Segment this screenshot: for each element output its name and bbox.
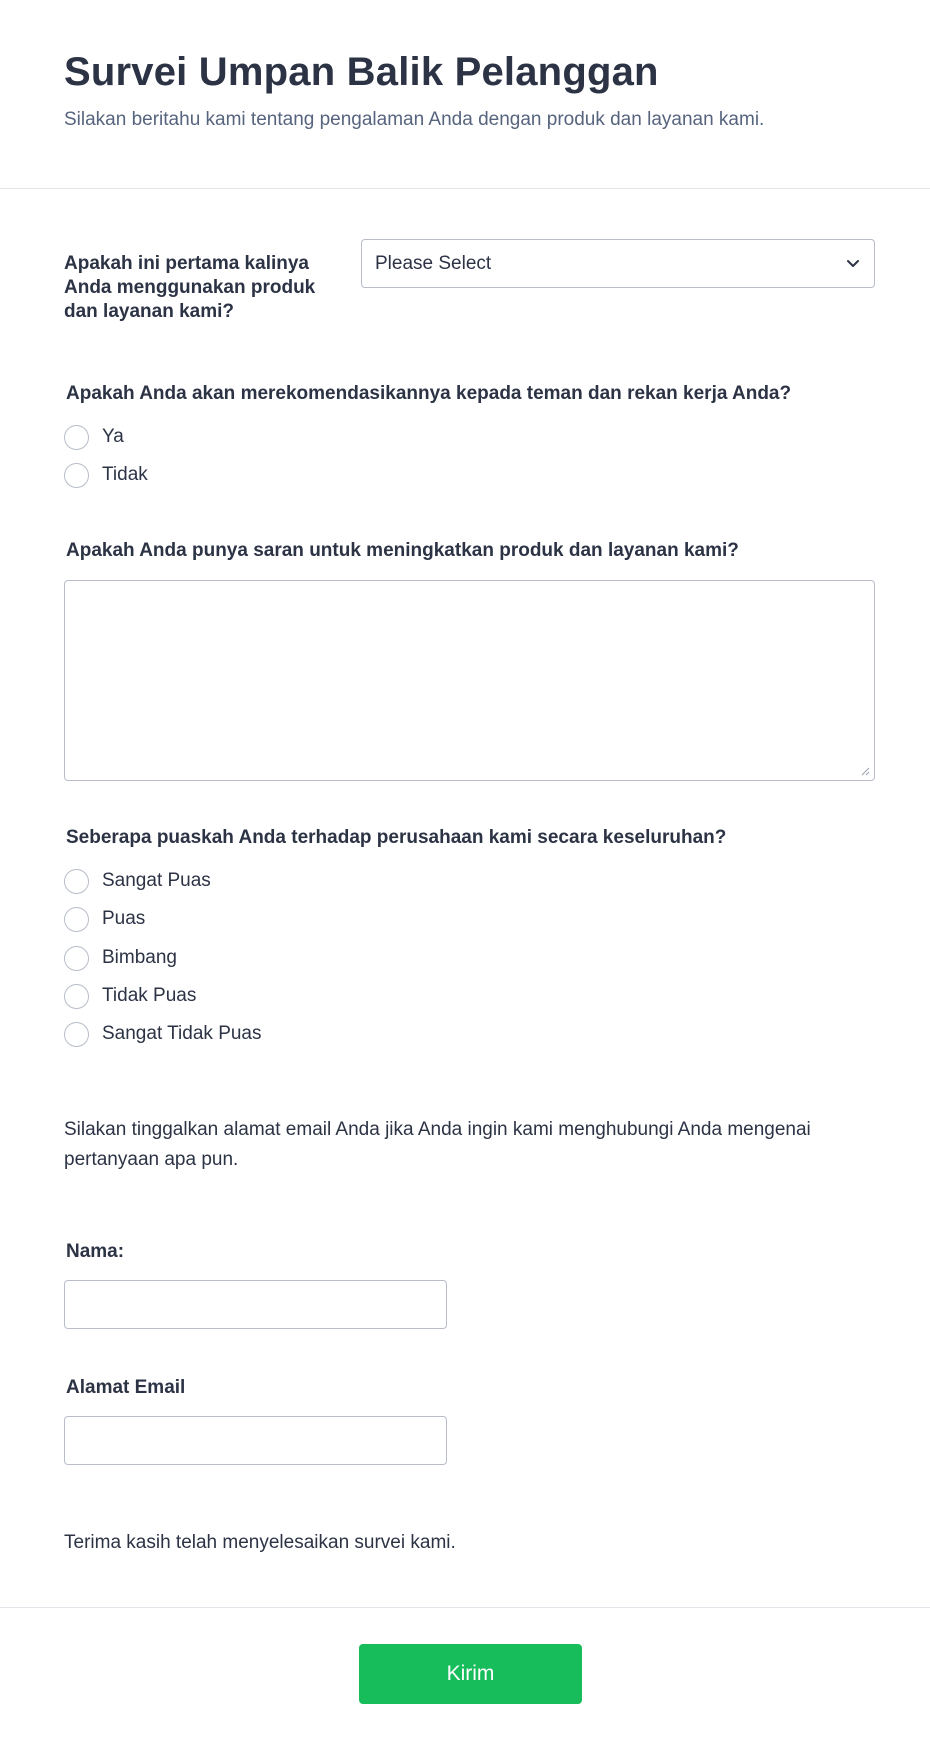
question-first-time-label-line-1: Apakah ini pertama kalinya xyxy=(64,253,309,274)
radio-option-tidak[interactable] xyxy=(64,462,148,488)
radio-button[interactable] xyxy=(64,1022,89,1047)
form-subtitle: Silakan beritahu kami tentang pengalaman Anda dengan produk dan layanan kami. xyxy=(64,109,765,130)
first-time-select[interactable] xyxy=(361,239,875,288)
email-input[interactable] xyxy=(64,1416,447,1465)
submit-button-label: Kirim xyxy=(446,1662,495,1685)
suggestions-textarea[interactable] xyxy=(64,580,875,781)
form-header xyxy=(0,0,930,189)
question-suggestions-label: Apakah Anda punya saran untuk meningkatkan produk dan layanan kami? xyxy=(66,540,739,561)
radio-option-puas[interactable] xyxy=(64,906,145,932)
radio-option-ya[interactable] xyxy=(64,424,124,450)
radio-option-label: Bimbang xyxy=(102,947,177,968)
radio-option-label: Ya xyxy=(102,426,124,447)
first-time-select-value: Please Select xyxy=(375,252,492,274)
resize-grip-icon[interactable] xyxy=(861,767,870,776)
question-first-time-label-line-3: dan layanan kami? xyxy=(64,301,235,322)
radio-option-sangat-puas[interactable] xyxy=(64,868,211,894)
name-field-label: Nama: xyxy=(66,1241,125,1262)
radio-button[interactable] xyxy=(64,946,89,971)
radio-option-bimbang[interactable] xyxy=(64,945,177,971)
radio-button[interactable] xyxy=(64,907,89,932)
radio-button[interactable] xyxy=(64,425,89,450)
radio-option-label: Tidak Puas xyxy=(102,985,197,1006)
radio-option-label: Puas xyxy=(102,908,146,929)
contact-note-line-2: pertanyaan apa pun. xyxy=(64,1149,239,1170)
email-field-label: Alamat Email xyxy=(66,1377,186,1398)
chevron-down-icon xyxy=(846,256,860,270)
thanks-text: Terima kasih telah menyelesaikan survei kami. xyxy=(64,1532,456,1553)
radio-option-label: Tidak xyxy=(102,464,148,485)
radio-option-sangat-tidak-puas[interactable] xyxy=(64,1021,262,1047)
question-first-time-label-line-2: Anda menggunakan produk xyxy=(64,277,316,298)
radio-option-label: Sangat Tidak Puas xyxy=(102,1023,262,1044)
radio-button[interactable] xyxy=(64,984,89,1009)
contact-note-line-1: Silakan tinggalkan alamat email Anda jika Anda ingin kami menghubungi Anda mengenai xyxy=(64,1119,811,1140)
question-satisfaction-label: Seberapa puaskah Anda terhadap perusahaan kami secara keseluruhan? xyxy=(66,827,727,848)
submit-button[interactable] xyxy=(359,1644,582,1704)
radio-option-tidak-puas[interactable] xyxy=(64,983,196,1009)
name-input[interactable] xyxy=(64,1280,447,1329)
radio-button[interactable] xyxy=(64,463,89,488)
form-title: Survei Umpan Balik Pelanggan xyxy=(64,50,659,94)
question-recommend-label: Apakah Anda akan merekomendasikannya kepada teman dan rekan kerja Anda? xyxy=(66,383,792,404)
radio-option-label: Sangat Puas xyxy=(102,870,211,891)
radio-button[interactable] xyxy=(64,869,89,894)
